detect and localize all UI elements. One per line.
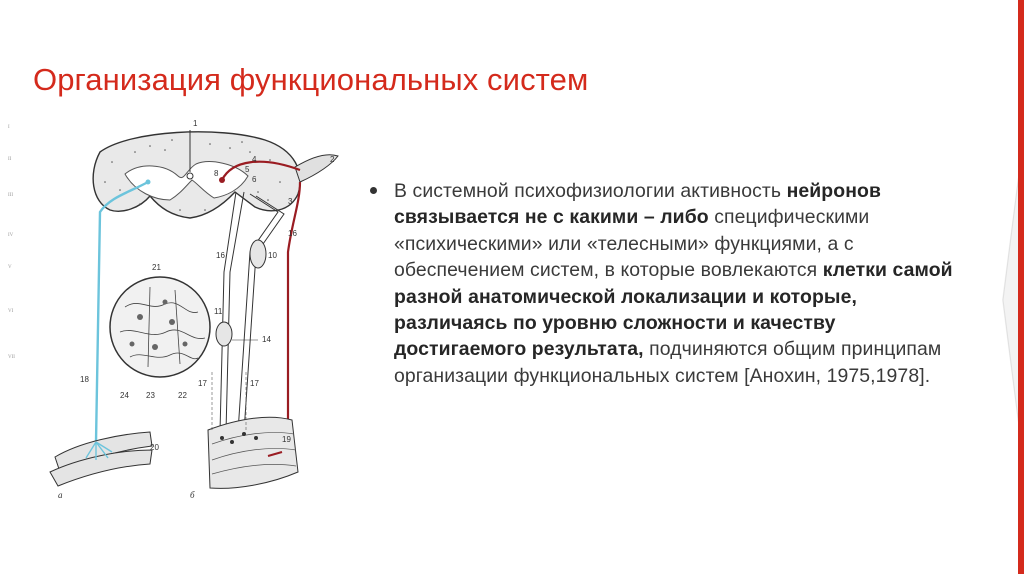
label-11: 11 [214, 307, 223, 316]
segment-5: подчиняются общим принципам организации функциональных систем [Анохин, 1975,1978]. [394, 338, 942, 387]
label-17a: 17 [198, 379, 207, 388]
panel-label-b: б [190, 490, 195, 500]
label-18: 18 [80, 375, 89, 384]
slide-edge-decoration [994, 0, 1024, 574]
label-22: 22 [178, 391, 187, 400]
bullet-paragraph [394, 178, 970, 389]
label-5: 5 [245, 165, 250, 174]
label-6: 6 [252, 175, 257, 184]
label-4: 4 [252, 155, 257, 164]
segment-4-bold: клетки самой разной анатомической локализации и которые, различаясь по уровню сложности и качеству достигаемого результата, [394, 259, 953, 361]
magnified-tissue [110, 277, 210, 377]
neural-pathways [220, 192, 284, 432]
roman-label-1: I [8, 125, 10, 130]
label-8: 8 [214, 169, 219, 178]
label-20: 20 [150, 443, 159, 452]
label-14: 14 [262, 335, 271, 344]
roman-label-4: IV [8, 233, 14, 238]
label-24: 24 [120, 391, 129, 400]
muscle-bundle-b [208, 417, 298, 488]
label-2: 2 [330, 155, 335, 164]
neuron-illustration [0, 112, 360, 512]
label-16a: 16 [216, 251, 225, 260]
segment-2-bold: нейронов связывается не с какими – либо [394, 180, 881, 229]
label-21: 21 [152, 263, 161, 272]
bullet-list [370, 178, 970, 389]
muscle-bundle-a [50, 432, 152, 486]
label-1: 1 [193, 119, 198, 128]
segment-3: специфическими «психическими» или «телесными» функциями, а с обеспечением систем, в которые вовлекаются [394, 206, 870, 282]
segment-1: В системной психофизиологии активность [394, 180, 787, 202]
roman-label-7: VII [8, 355, 15, 360]
label-16b: 16 [288, 229, 297, 238]
label-10: 10 [268, 251, 277, 260]
roman-label-3: III [8, 193, 13, 198]
roman-label-6: VI [8, 309, 14, 314]
bullet-icon [370, 187, 377, 194]
roman-label-2: II [8, 157, 12, 162]
slide-title: Организация функциональных систем [33, 62, 589, 97]
label-23: 23 [146, 391, 155, 400]
label-17b: 17 [250, 379, 259, 388]
roman-label-5: V [8, 265, 12, 270]
label-19: 19 [282, 435, 291, 444]
panel-label-a: а [58, 490, 63, 500]
label-3: 3 [288, 197, 293, 206]
